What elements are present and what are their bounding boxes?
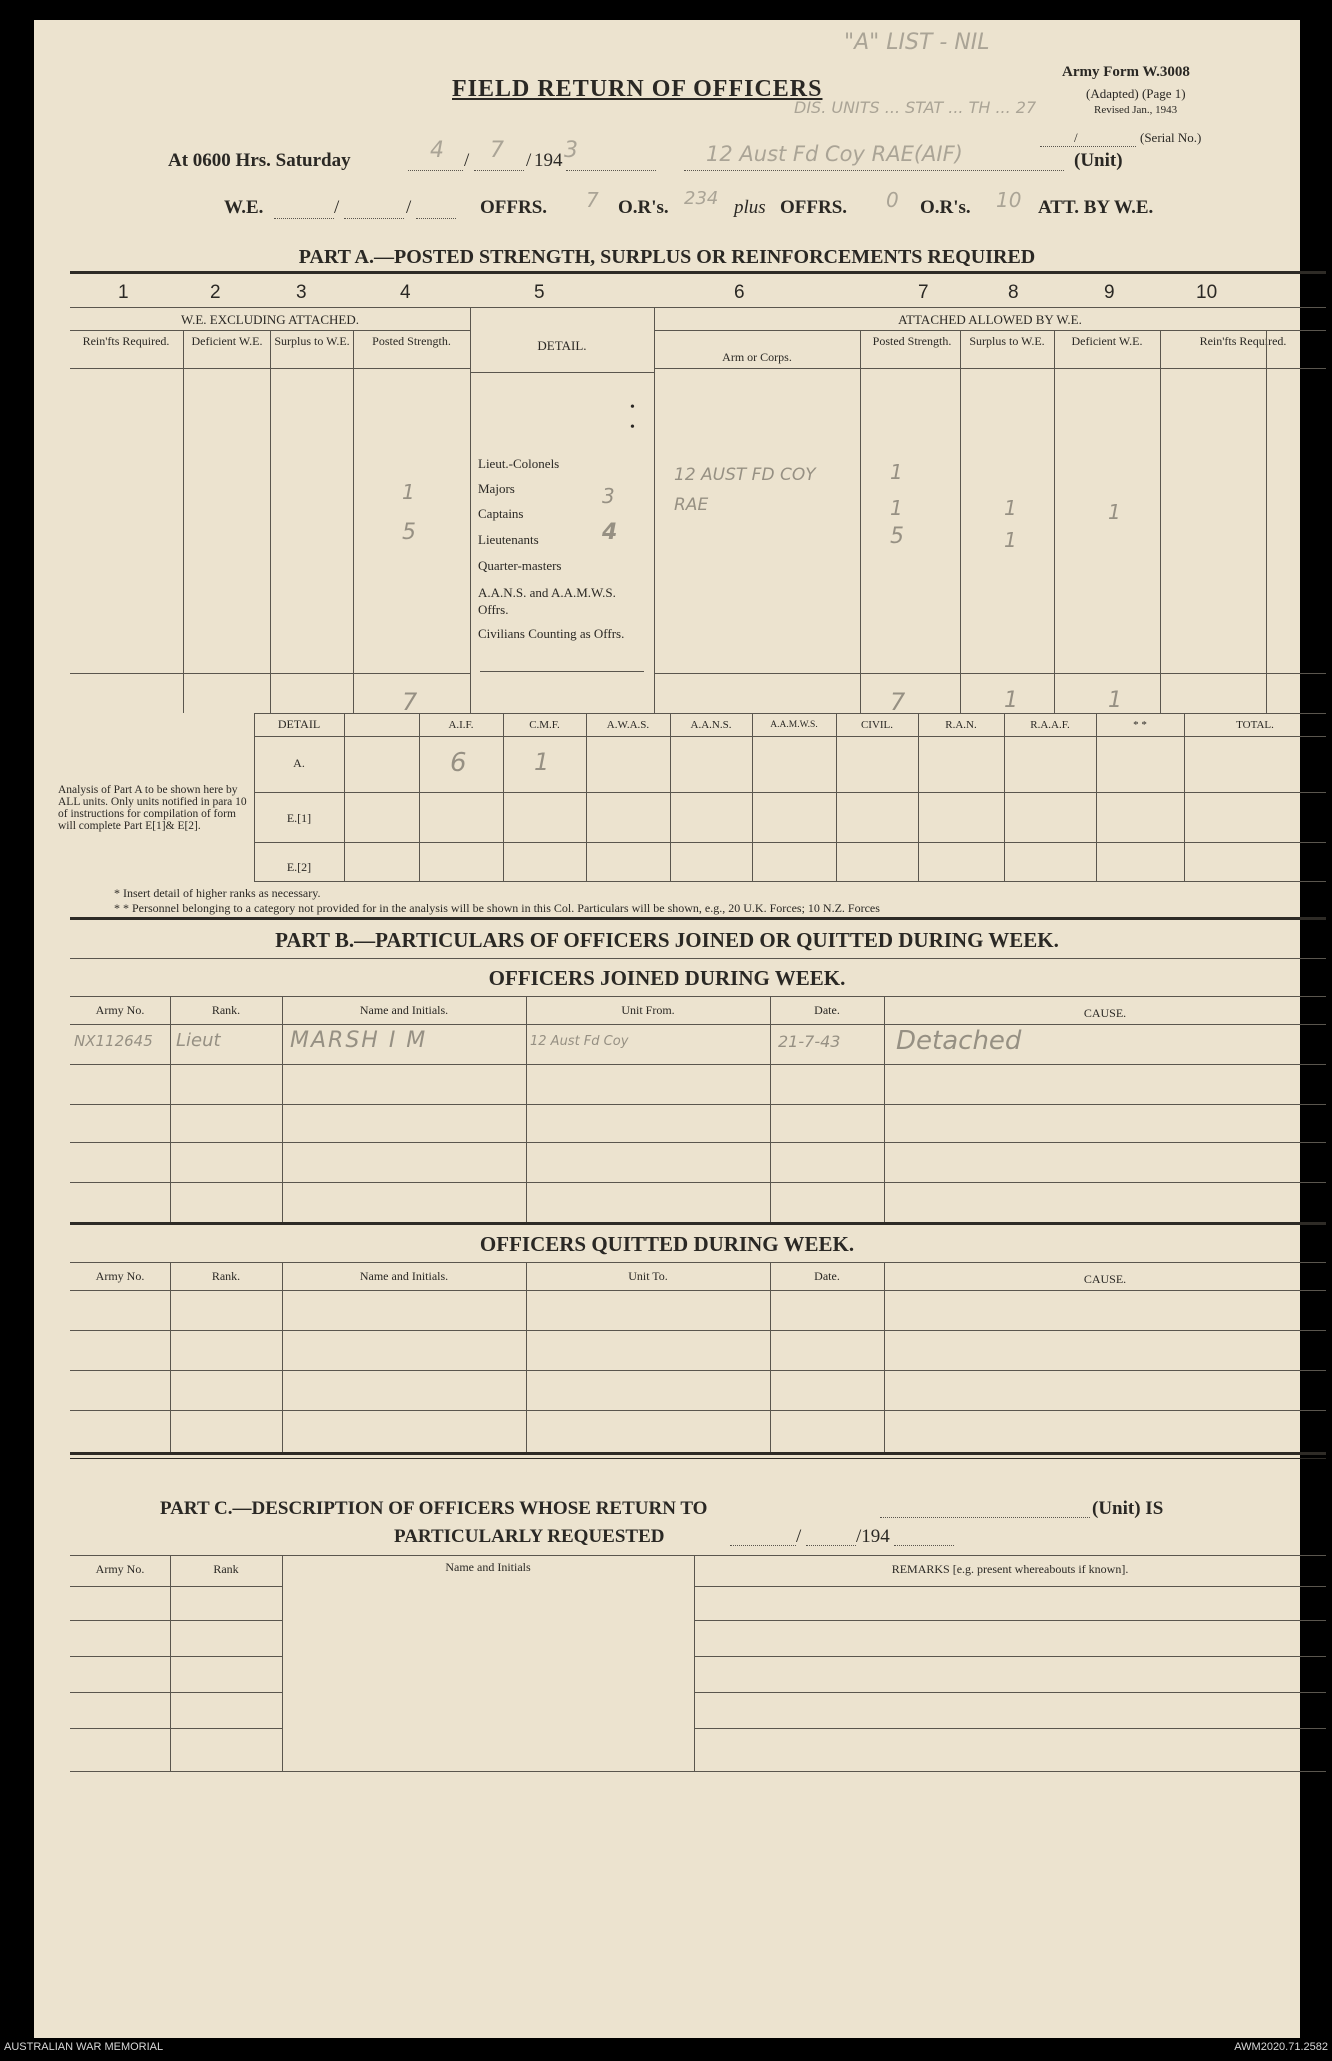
we-excluding-header: W.E. EXCLUDING ATTACHED. xyxy=(181,312,359,327)
hand-date-year: 3 xyxy=(564,138,578,163)
handwritten-list-note: "A" LIST - NIL xyxy=(844,30,990,55)
rank-qm: Quarter-masters xyxy=(478,558,562,573)
hand-offrs: 7 xyxy=(586,188,599,212)
hand-joined-unit: 12 Aust Fd Coy xyxy=(530,1034,629,1049)
analysis-total: TOTAL. xyxy=(1236,719,1274,731)
handwritten-line-2: DIS. UNITS ... STAT ... TH ... 27 xyxy=(794,98,1037,117)
hand-deficient-1: 1 xyxy=(1108,500,1121,524)
analysis-aamws: A.A.M.W.S. xyxy=(770,720,818,730)
joined-unit-from: Unit From. xyxy=(621,1003,675,1017)
quitted-army-no: Army No. xyxy=(95,1269,145,1283)
reinfts-right: Rein'fts Required. xyxy=(1199,334,1287,348)
part-c-title-1: PART C.—DESCRIPTION OF OFFICERS WHOSE RETURN TO xyxy=(160,1498,708,1519)
footnote-2: * * Personnel belonging to a category not provided for in the analysis will be shown in this Col. Particulars will be shown, e.g., 20 U.K. Forces; 10 N.Z. Forces xyxy=(114,901,880,915)
hand-detail-3: 3 xyxy=(602,484,615,508)
attached-header: ATTACHED ALLOWED BY W.E. xyxy=(898,312,1082,327)
hand-posted-5: 5 xyxy=(402,520,416,545)
hand-unit: 12 Aust Fd Coy RAE(AIF) xyxy=(706,142,963,166)
hand-joined-army-no: NX112645 xyxy=(74,1032,153,1050)
form-number: Army Form W.3008 xyxy=(1062,64,1190,80)
hand-joined-date: 21-7-43 xyxy=(778,1032,841,1051)
hand-surplus-total: 1 xyxy=(1004,688,1018,713)
hand-date-day: 4 xyxy=(430,138,444,163)
form-revised: Revised Jan., 1943 xyxy=(1094,104,1178,116)
joined-name: Name and Initials. xyxy=(359,1003,449,1017)
form-title: FIELD RETURN OF OFFICERS xyxy=(452,76,823,102)
hand-ors: 234 xyxy=(684,188,719,209)
col-num-5: 5 xyxy=(534,282,545,303)
analysis-cmf: C.M.F. xyxy=(529,719,560,731)
date-slash-1: / xyxy=(464,150,470,171)
posted-left: Posted Strength. xyxy=(372,334,451,348)
ors-label: O.R's. xyxy=(618,197,669,218)
analysis-row-e2: E.[2] xyxy=(286,860,312,874)
joined-title: OFFICERS JOINED DURING WEEK. xyxy=(488,966,846,990)
plus-label: plus xyxy=(734,197,766,218)
at-hours-label: At 0600 Hrs. Saturday xyxy=(168,150,351,171)
deficient-left: Deficient W.E. xyxy=(191,334,263,348)
quitted-unit-to: Unit To. xyxy=(628,1269,668,1283)
rank-civilians: Civilians Counting as Offrs. xyxy=(478,626,625,641)
form-page: "A" LIST - NIL DIS. UNITS ... STAT ... TH ... 27 FIELD RETURN OF OFFICERS Army Form W.3008 (Adapted) (Page 1) Revised Jan., 1943 / (Serial No.) At 0600 Hrs. Saturday / / 194 4 7 3 12 Aust Fd Coy RAE(AIF) (Unit) W.E. / / OFFRS. 7 O.R's. 234 plus OFFRS. 0 O.R's. 10 ATT. BY W.E. PART A.—POSTED STRENGTH, SURPLUS OR REINFORCEMENTS REQUIRED 1 2 3 4 5 6 7 8 9 10 W.E. EXCLUDING ATTACHED. ATTACHED ALLOWED BY W.E. DETAIL. Rein'fts Required. Deficient W.E. Surplus to W.E. Posted Strength. Arm or Corps. Posted Strength. Surplus to W.E. Deficient W.E. Rein'fts Required. Lieut.-Colonels Majors Captains Lieutenants Quarter-masters A.A.N.S. and A.A.M.W.S. Offrs. Civilians Counting as Offrs. • • 1 5 7 3 4 12 AUST FD COY RAE 1 1 5 7 1 1 1 1 1 Analysis of Part A to be shown here by ALL units. Only units notified in para 10 of instructions for compilation of form will complete Part E[1]& E[2]. DETAIL A.I.F. C.M.F. A.W.A.S. A.A.N.S. A.A.M.W.S. CIVIL. R.A.N. R.A.A.F. * * TOTAL. A. E.[1] E.[2] 6 1 * Insert detail of higher ranks as necessary. * * Personnel belonging to a category not provided for in the analysis will be shown in this Col. Particulars will be shown, e.g., 20 U.K. Forces; 10 N.Z. Forces PART B.—PARTICULARS OF OFFICERS JOINED OR QUITTED DURING WEEK. OFFICERS JOINED DURING WEEK. Army No. Rank. Name and Initials. Unit From. Date. CAUSE. NX112645 Lieut MARSH I M 12 Aust Fd Coy 21-7-43 Detached OFFICERS QUITTED DURING WEEK. Army No. Rank. Name and Initials. Unit To. Date. CAUSE. PART C.—DESCRIPTION OF OFFICERS WHOSE RETURN TO (Unit) IS PARTICULARLY REQUESTED / /194 Army No. Rank Name and Initials REMARKS [e.g. present whereabouts if known]. xyxy=(34,20,1300,2038)
analysis-detail-header: DETAIL xyxy=(277,717,321,731)
col-num-3: 3 xyxy=(296,282,307,303)
hand-detail-4: 4 xyxy=(602,520,618,545)
footnote-1: * Insert detail of higher ranks as necessary. xyxy=(114,886,321,900)
form-adapted: (Adapted) (Page 1) xyxy=(1086,86,1186,101)
col-num-1: 1 xyxy=(118,282,129,303)
offrs-label-2: OFFRS. xyxy=(780,197,848,218)
att-label: ATT. BY W.E. xyxy=(1038,197,1154,218)
hand-arm-corps: 12 AUST FD COY RAE xyxy=(674,465,816,515)
reinfts-left: Rein'fts Required. xyxy=(82,334,170,348)
ors-label-2: O.R's. xyxy=(920,197,971,218)
analysis-awas: A.W.A.S. xyxy=(606,719,650,731)
part-c-name: Name and Initials xyxy=(445,1560,531,1574)
hand-deficient-total: 1 xyxy=(1108,688,1122,713)
hand-surplus-2: 1 xyxy=(1004,528,1017,552)
analysis-ran: R.A.N. xyxy=(945,719,977,731)
footer-right: AWM2020.71.2582 xyxy=(1234,2041,1328,2053)
part-b-title: PART B.—PARTICULARS OF OFFICERS JOINED OR QUITTED DURING WEEK. xyxy=(275,928,1059,952)
date-slash-2: / xyxy=(526,150,532,171)
col-num-10: 10 xyxy=(1196,282,1218,303)
hand-joined-rank: Lieut xyxy=(176,1030,221,1051)
surplus-left: Surplus to W.E. xyxy=(274,334,350,348)
analysis-aif: A.I.F. xyxy=(448,719,474,731)
hand-joined-name: MARSH I M xyxy=(290,1028,428,1053)
rank-lieutenants: Lieutenants xyxy=(478,532,539,547)
joined-cause: CAUSE. xyxy=(1083,1006,1127,1020)
hand-joined-cause: Detached xyxy=(896,1026,1022,1056)
hand-posted-r2: 1 xyxy=(890,496,903,520)
part-c-army-no: Army No. xyxy=(95,1562,145,1576)
footer-left: AUSTRALIAN WAR MEMORIAL xyxy=(4,2041,164,2053)
hand-aif: 6 xyxy=(450,748,467,778)
unit-label: (Unit) xyxy=(1074,150,1123,171)
part-c-rank: Rank xyxy=(213,1562,239,1576)
part-c-remarks: REMARKS [e.g. present whereabouts if known]. xyxy=(891,1562,1129,1576)
quitted-cause: CAUSE. xyxy=(1083,1272,1127,1286)
col-num-9: 9 xyxy=(1104,282,1115,303)
joined-rank: Rank. xyxy=(211,1003,241,1017)
part-a-title: PART A.—POSTED STRENGTH, SURPLUS OR REINFORCEMENTS REQUIRED xyxy=(298,246,1036,268)
hand-posted-total: 7 xyxy=(402,688,418,716)
analysis-raaf: R.A.A.F. xyxy=(1030,719,1070,731)
hand-posted-r1: 1 xyxy=(890,460,903,484)
hand-posted-1: 1 xyxy=(402,480,415,504)
rank-captains: Captains xyxy=(478,506,524,521)
joined-date: Date. xyxy=(814,1003,840,1017)
rank-majors: Majors xyxy=(478,481,515,496)
col-num-8: 8 xyxy=(1008,282,1019,303)
part-c-slash: / xyxy=(796,1526,802,1547)
analysis-row-a: A. xyxy=(293,756,305,770)
hand-plus-offrs: 0 xyxy=(886,188,899,212)
serial-slash: / xyxy=(1074,130,1078,145)
offrs-label: OFFRS. xyxy=(480,197,548,218)
joined-army-no: Army No. xyxy=(95,1003,145,1017)
part-c-unit: (Unit) IS xyxy=(1092,1498,1164,1519)
part-c-year: /194 xyxy=(856,1526,890,1547)
quitted-name: Name and Initials. xyxy=(359,1269,449,1283)
analysis-note: Analysis of Part A to be shown here by ALL units. Only units notified in para 10 of instructions for compilation of form will complete Part E[1]& E[2]. xyxy=(58,784,247,832)
deficient-right: Deficient W.E. xyxy=(1071,334,1143,348)
hand-cmf: 1 xyxy=(534,748,550,776)
col-num-4: 4 xyxy=(400,282,411,303)
col-num-7: 7 xyxy=(918,282,929,303)
serial-label: (Serial No.) xyxy=(1140,130,1202,145)
col-num-2: 2 xyxy=(210,282,221,303)
col-num-6: 6 xyxy=(734,282,745,303)
analysis-row-e1: E.[1] xyxy=(286,811,312,825)
analysis-civil: CIVIL. xyxy=(860,719,894,731)
hand-surplus-1: 1 xyxy=(1004,496,1017,520)
rank-aans: A.A.N.S. and A.A.M.W.S. Offrs. xyxy=(478,585,616,617)
quitted-title: OFFICERS QUITTED DURING WEEK. xyxy=(479,1232,855,1256)
quitted-rank: Rank. xyxy=(211,1269,241,1283)
part-c-title-2: PARTICULARLY REQUESTED xyxy=(394,1526,665,1547)
detail-header: DETAIL. xyxy=(537,338,587,353)
analysis-other: * * xyxy=(1133,719,1147,731)
quitted-date: Date. xyxy=(814,1269,840,1283)
hand-posted-r3: 5 xyxy=(890,524,904,549)
hand-plus-ors: 10 xyxy=(996,188,1022,212)
rank-lieut-col: Lieut.-Colonels xyxy=(478,456,560,471)
analysis-aans: A.A.N.S. xyxy=(690,719,732,731)
arm-corps: Arm or Corps. xyxy=(722,350,792,364)
we-label: W.E. xyxy=(224,197,264,218)
date-year: 194 xyxy=(534,150,563,171)
hand-posted-r-total: 7 xyxy=(890,688,906,716)
posted-right: Posted Strength. xyxy=(872,334,952,348)
we-slash-2: / xyxy=(406,197,412,218)
hand-date-month: 7 xyxy=(490,138,504,163)
surplus-right: Surplus to W.E. xyxy=(969,334,1045,348)
we-slash-1: / xyxy=(334,197,340,218)
